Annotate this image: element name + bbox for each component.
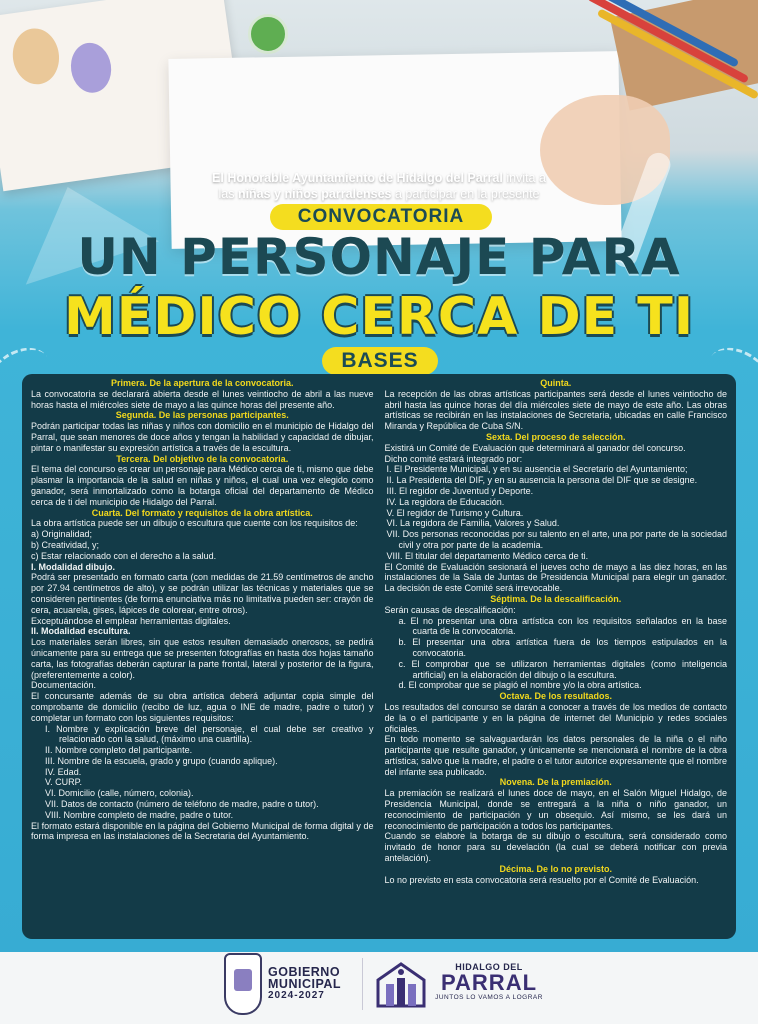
list-item: a) Originalidad; [31,529,93,540]
list-item: IV. Edad. [45,766,82,777]
section-paragraph: Cuando se elabore la botarga de su dibujo o escultura, será considerado como invitado de honor para su develación (la cual se deberá notificar con previa antelación). [384,831,727,864]
subheading: I. Modalidad dibujo. [31,561,115,572]
list-item: I. Nombre y explicación breve del personaje, el cual debe ser creativo y relacionado con la salud, (máximo una cuartilla). [45,723,374,745]
intro-text [0,170,758,202]
list-item: VIII. Nombre completo de madre, padre o tutor. [45,809,234,820]
paint-pot-icon [248,14,288,54]
parral-slogan: JUNTOS LO VAMOS A LOGRAR [435,994,543,1001]
intro-bold-2: niñas y niños parralenses [237,187,392,201]
list-item: I. El Presidente Municipal, y en su ausencia el Secretario del Ayuntamiento; [386,464,688,475]
section-paragraph: Los materiales serán libres, sin que estos resulten demasiado onerosos, se pedirá únicamente para su entrega que se presenten fotografías en hasta dos hojas tamaño carta, las fotografías deberán capturar la parte frontal, lateral y posterior de la figura, (preferentemente a color). [31,637,374,680]
section-paragraph: El formato estará disponible en la página del Gobierno Municipal de forma digital y de forma impresa en las instalaciones de la Secretaria del Ayuntamiento. [31,820,374,842]
section-heading: Quinta. [540,378,572,388]
section-paragraph: Dicho comité estará integrado por: [384,453,523,464]
parral-name: PARRAL [440,970,538,995]
left-column [31,378,374,933]
title-line-2: MÉDICO CERCA DE TI [63,287,695,347]
intro-bold-1: El Honorable Ayuntamiento de Hidalgo del Parral [212,171,503,185]
title-line-1: UN PERSONAJE PARA [77,228,681,286]
section-paragraph: La obra artística puede ser un dibujo o escultura que cuente con los requisitos de: [31,518,358,529]
gob-years: 2024-2027 [268,990,325,1001]
section-heading: Séptima. De la descalificación. [490,593,622,604]
list-item: II. La Presidenta del DIF, y en su ausencia la persona del DIF que se designe. [386,475,698,486]
subheading: II. Modalidad escultura. [31,626,131,637]
gob-line-2: MUNICIPAL [268,977,342,991]
right-column [385,378,728,933]
list-item: VI. La regidora de Familia, Valores y Salud. [386,518,560,529]
intro-pre-2: las [218,187,238,201]
balloon-icon [9,25,62,87]
footer [0,952,758,1024]
section-heading: Sexta. Del proceso de selección. [485,431,626,442]
footer-divider [362,958,363,1010]
section-heading: Cuarta. Del formato y requisitos de la obra artística. [91,507,313,518]
parral-top: HIDALGO DEL [455,962,523,972]
list-item: V. CURP. [45,777,83,788]
section-heading: Segunda. De las personas participantes. [115,410,289,421]
list-item: c) Estar relacionado con el derecho a la salud. [31,550,217,561]
list-item: a. El no presentar una obra artística con los requisitos señalados en la base cuarta de la convocatoria. [398,615,727,637]
section-paragraph: Podrá ser presentado en formato carta (con medidas de 21.59 centímetros de ancho por 27.94 centímetros de alto), y se podrán utilizar las técnicas y materiales que se consideren pertinentes (de forma enunciativa más no limitativa pueden ser: crayón de cera, acuarela, gises, lápices de colorear, entre otros). [31,572,374,615]
list-item: IV. La regidora de Educación. [386,496,505,507]
section-heading: Novena. De la premiación. [499,777,612,788]
list-item: b. El presentar una obra artística fuera de los tiempos estipulados en la convocatoria. [398,637,727,658]
section-paragraph: El concursante además de su obra artística deberá adjuntar copia simple del comprobante de domicilio (recibo de luz, agua o INE de madre, padre o tutor) y completar un formato con los siguientes requisitos: [31,691,374,723]
section-heading: Octava. De los resultados. [499,691,613,702]
list-item: VIII. El titular del departamento Médico cerca de ti. [386,550,589,561]
section-paragraph: La premiación se realizará el lunes doce de mayo, en el Salón Miguel Hidalgo, de Presidencia Municipal, donde se entregará a la niña o niño ganador, un reconocimiento de participación y un obsequio. Así mismo, se les dará un reconocimiento de participación a todos los participantes. [384,788,727,831]
section-paragraph: Serán causas de descalificación: [384,604,516,615]
parral-wordmark [434,962,544,1001]
gob-line-1: GOBIERNO [268,965,341,979]
section-paragraph: Lo no previsto en esta convocatoria será resuelto por el Comité de Evaluación. [384,874,699,885]
section-paragraph: La convocatoria se declarará abierta desde el lunes veintiocho de abril a las nueve horas hasta el miércoles siete de mayo a las quince horas del presente año. [31,388,374,410]
section-paragraph: En todo momento se salvaguardarán los datos personales de la niña o el niño participante que resulte ganador, y únicamente se mencionará el nombre de la obra artística; salvo que la madre, el padre o el tutor autorice expresamente que el nombre del infante sea publicado. [384,734,727,777]
section-heading: Décima. De lo no previsto. [499,863,613,874]
list-item: VII. Datos de contacto (número de teléfono de madre, padre o tutor). [45,799,319,810]
list-item: III. El regidor de Juventud y Deporte. [386,485,534,496]
bases-badge: BASES [322,347,438,375]
municipal-crest-icon [224,953,262,1015]
list-item: VII. Dos personas reconocidas por su talento en el arte, una por parte de la sociedad civil y otra por parte de la academia. [386,529,727,550]
section-paragraph: Exceptuándose el emplear herramientas digitales. [31,615,231,626]
list-item: III. Nombre de la escuela, grado y grupo (cuando aplique). [45,755,278,766]
section-paragraph: Los resultados del concurso se darán a conocer a través de los medios de contacto de la o el participante y en la página de internet del Municipio y redes sociales oficiales. [384,701,727,734]
bases-panel [22,374,736,939]
list-item: V. El regidor de Turismo y Cultura. [386,507,524,518]
convocatoria-badge: CONVOCATORIA [270,204,492,230]
section-paragraph: Existirá un Comité de Evaluación que determinará al ganador del concurso. [384,442,686,453]
section-paragraph: El Comité de Evaluación sesionará el jueves ocho de mayo a las diez horas, en las instalaciones de la Sala de Juntas de Presidencia Municipal para elegir un ganador. La decisión de este Comité será irrevocable. [384,561,727,594]
list-item: b) Creatividad, y; [31,539,100,550]
subheading: Documentación. [31,680,97,691]
list-item: VI. Domicilio (calle, número, colonia). [45,788,194,799]
balloon-icon [68,40,115,95]
gobierno-municipal-logo [268,966,358,1002]
intro-rest-2: a participar en la presente [391,187,540,201]
section-paragraph: La recepción de las obras artísticas participantes será desde el lunes veintiocho de abril hasta las quince horas del día miércoles siete de mayo de este año. Las obras artísticas se recibirán en las instalaciones de Secretaria, ubicadas en calle Francisco Miranda y República de Cuba S/N. [384,388,727,432]
parral-building-logo [372,958,430,1010]
section-heading: Tercera. Del objetivo de la convocatoria. [116,453,289,464]
list-item: d. El comprobar que se plagió el nombre y/o la obra artística. [398,680,642,691]
section-heading: Primera. De la apertura de la convocatoria. [110,378,294,388]
list-item: II. Nombre completo del participante. [45,745,193,756]
list-item: c. El comprobar que se utilizaron herramientas digitales (como inteligencia artificial) en la elaboración del dibujo o la escultura. [398,658,727,680]
intro-rest-1: invita a [502,171,546,185]
section-paragraph: Podrán participar todas las niñas y niños con domicilio en el municipio de Hidalgo del Parral, que sean menores de doce años y tengan la habilidad y capacidad de dibujar, pintar o manifestar su expresión artística a través de la escultura. [31,421,374,453]
section-paragraph: El tema del concurso es crear un personaje para Médico cerca de ti, mismo que debe plasmar la importancia de la salud en niñas y niños, el cual una vez elegido como ganador, será inmortalizado como la botarga oficial del departamento de Médico cerca de ti del municipio de Hidalgo del Parral. [31,464,374,507]
